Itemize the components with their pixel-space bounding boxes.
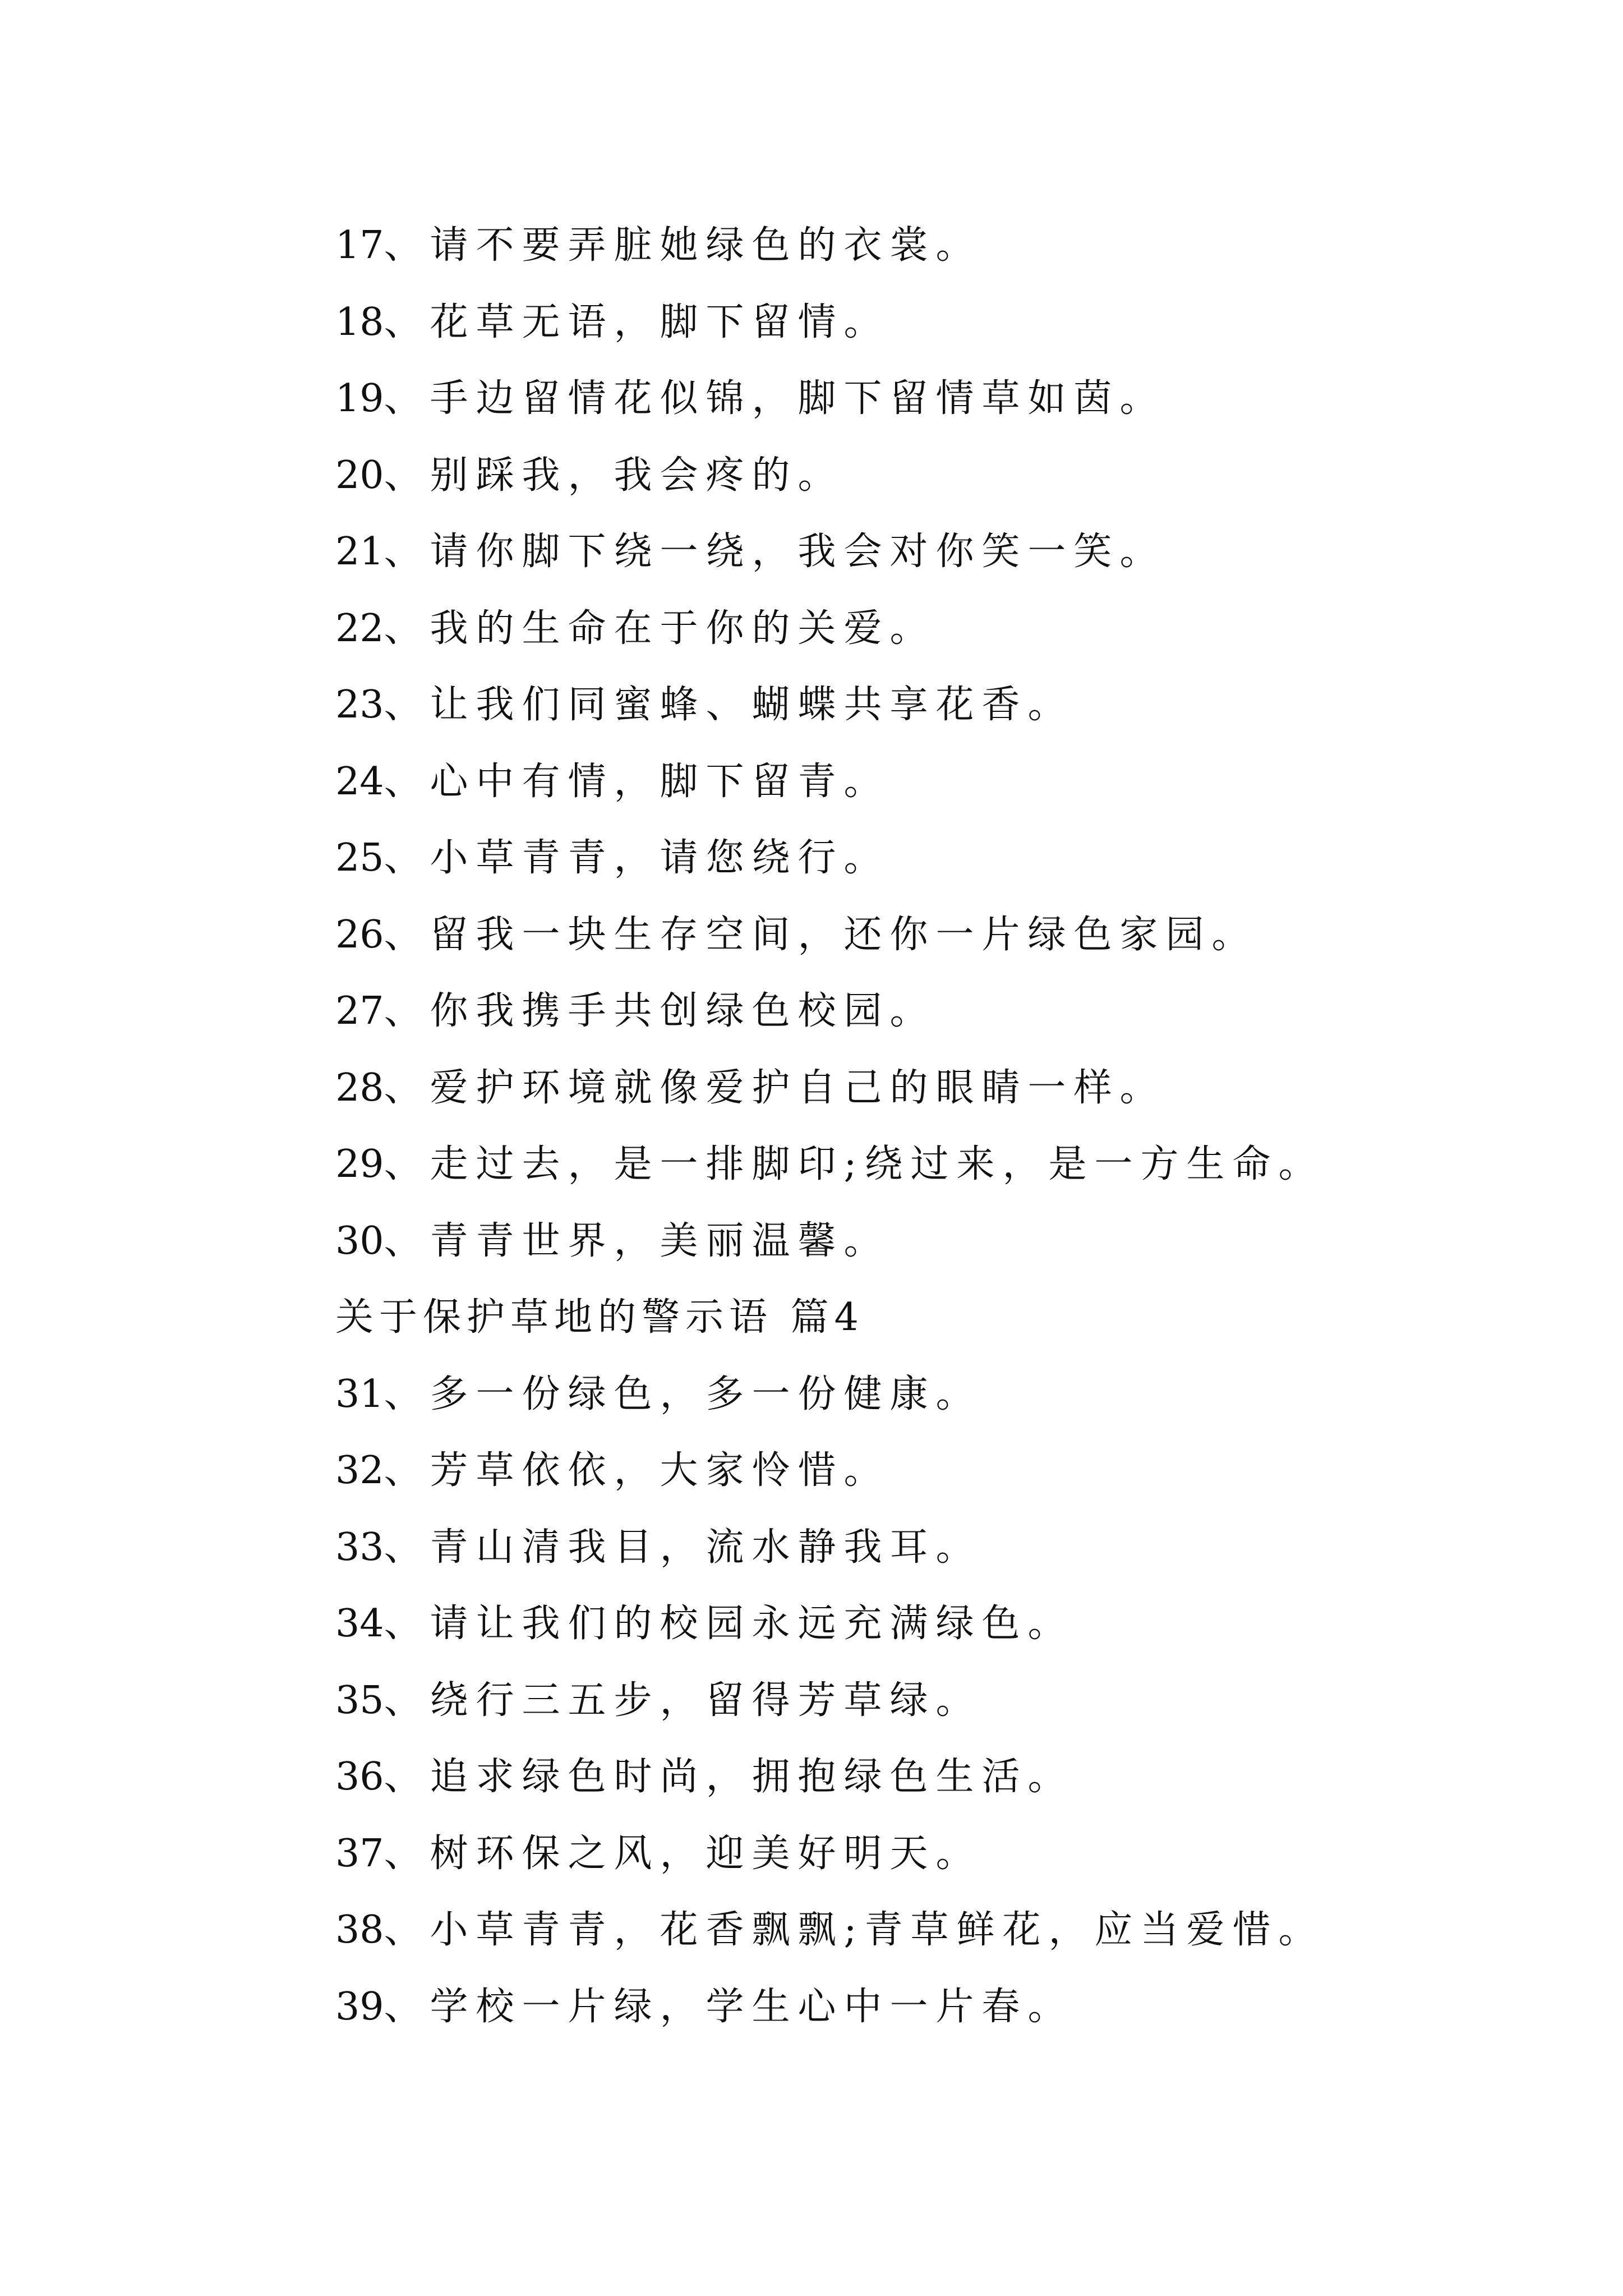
item-number: 36 <box>335 1755 384 1799</box>
item-number: 27 <box>335 989 384 1033</box>
item-text: 、花草无语，脚下留情。 <box>384 300 890 344</box>
item-number: 24 <box>335 759 384 804</box>
list-item <box>335 897 1541 974</box>
list-item <box>335 284 1541 361</box>
item-number: 31 <box>335 1372 384 1416</box>
list-item <box>335 1126 1541 1203</box>
item-number: 20 <box>335 453 384 498</box>
item-number: 37 <box>335 1831 384 1876</box>
section-heading: 关于保护草地的警示语 篇4 <box>335 1295 864 1340</box>
item-text: 、小草青青，请您绕行。 <box>384 836 890 880</box>
list-item <box>335 744 1541 821</box>
list-item <box>335 1969 1541 2046</box>
item-text: 、走过去，是一排脚印;绕过来，是一方生命。 <box>384 1142 1325 1186</box>
list-item <box>335 1433 1541 1510</box>
item-text: 、绕行三五步，留得芳草绿。 <box>384 1678 982 1723</box>
list-item <box>335 1203 1541 1280</box>
list-item <box>335 361 1541 438</box>
item-number: 23 <box>335 683 384 727</box>
item-number: 30 <box>335 1218 384 1263</box>
item-text: 、请你脚下绕一绕，我会对你笑一笑。 <box>384 530 1166 574</box>
item-text: 、我的生命在于你的关爱。 <box>384 606 936 651</box>
item-text: 、小草青青，花香飘飘;青草鲜花，应当爱惜。 <box>384 1908 1325 1952</box>
item-text: 、你我携手共创绿色校园。 <box>384 989 936 1033</box>
list-item <box>335 208 1541 284</box>
item-text: 、手边留情花似锦，脚下留情草如茵。 <box>384 376 1166 421</box>
list-item <box>335 1663 1541 1740</box>
item-number: 22 <box>335 606 384 651</box>
item-text: 、芳草依依，大家怜惜。 <box>384 1448 890 1493</box>
list-item <box>335 973 1541 1050</box>
item-number: 28 <box>335 1065 384 1110</box>
list-item <box>335 1510 1541 1586</box>
item-text: 、青青世界，美丽温馨。 <box>384 1218 890 1263</box>
item-text: 、爱护环境就像爱护自己的眼睛一样。 <box>384 1065 1166 1110</box>
item-number: 34 <box>335 1602 384 1646</box>
item-text: 、青山清我目，流水静我耳。 <box>384 1525 982 1570</box>
item-text: 、让我们同蜜蜂、蝴蝶共享花香。 <box>384 683 1074 727</box>
item-number: 19 <box>335 376 384 421</box>
list-item <box>335 1892 1541 1969</box>
item-number: 32 <box>335 1448 384 1493</box>
item-number: 18 <box>335 300 384 344</box>
list-item <box>335 591 1541 668</box>
document-body <box>335 208 1541 2045</box>
item-text: 、学校一片绿，学生心中一片春。 <box>384 1984 1074 2029</box>
list-item <box>335 1739 1541 1816</box>
item-text: 、追求绿色时尚，拥抱绿色生活。 <box>384 1755 1074 1799</box>
list-item <box>335 1816 1541 1893</box>
item-number: 29 <box>335 1142 384 1186</box>
list-item <box>335 667 1541 744</box>
item-number: 26 <box>335 912 384 957</box>
list-item <box>335 1050 1541 1127</box>
item-number: 17 <box>335 223 384 268</box>
item-text: 、树环保之风，迎美好明天。 <box>384 1831 982 1876</box>
list-item <box>335 1586 1541 1663</box>
item-text: 、多一份绿色，多一份健康。 <box>384 1372 982 1416</box>
item-number: 35 <box>335 1678 384 1723</box>
item-number: 39 <box>335 1984 384 2029</box>
list-item <box>335 514 1541 591</box>
item-number: 33 <box>335 1525 384 1570</box>
list-item <box>335 1356 1541 1433</box>
item-text: 、别踩我，我会疼的。 <box>384 453 844 498</box>
item-text: 、请让我们的校园永远充满绿色。 <box>384 1602 1074 1646</box>
item-number: 38 <box>335 1908 384 1952</box>
item-number: 21 <box>335 530 384 574</box>
item-text: 、留我一块生存空间，还你一片绿色家园。 <box>384 912 1258 957</box>
item-text: 、心中有情，脚下留青。 <box>384 759 890 804</box>
item-text: 、请不要弄脏她绿色的衣裳。 <box>384 223 982 268</box>
item-number: 25 <box>335 836 384 880</box>
list-item <box>335 438 1541 514</box>
list-item <box>335 820 1541 897</box>
